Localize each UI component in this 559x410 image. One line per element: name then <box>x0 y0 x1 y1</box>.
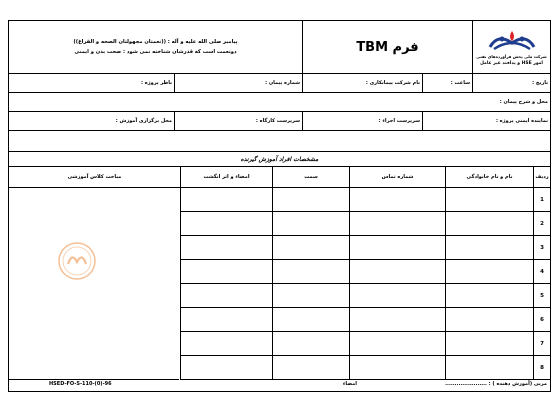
name-cell[interactable] <box>445 332 533 356</box>
signature-cell[interactable] <box>180 284 272 308</box>
row-number: 4 <box>533 260 550 284</box>
exec-head-field[interactable]: سرپرست اجراء : <box>302 112 422 130</box>
phone-cell[interactable] <box>349 212 445 236</box>
phone-cell[interactable] <box>349 332 445 356</box>
form-title: فرم TBM <box>302 21 472 73</box>
signature-cell[interactable] <box>180 308 272 332</box>
phone-cell[interactable] <box>349 260 445 284</box>
name-cell[interactable] <box>445 284 533 308</box>
workshop-head-field[interactable]: سرپرست کارگاه : <box>174 112 302 130</box>
signature-cell[interactable] <box>180 332 272 356</box>
safety-rep-field[interactable]: نماینده ایمنی پروژه : <box>422 112 550 130</box>
hadith-line-1: پیامبر صلی الله علیه و آله : ((نعمتان مجهولتان الصحه و الفراغ)) <box>73 39 238 45</box>
row-number: 1 <box>533 188 550 212</box>
row-number: 7 <box>533 332 550 356</box>
col-name: نام و نام خانوادگی <box>445 167 533 187</box>
col-phone: شماره تماس <box>349 167 445 187</box>
col-no: ردیف <box>533 167 550 187</box>
row-number: 3 <box>533 236 550 260</box>
watermark-logo-icon <box>56 240 98 282</box>
info-row-3 <box>9 112 550 131</box>
position-cell[interactable] <box>272 284 349 308</box>
project-supervisor-field[interactable]: ناظر پروژه : <box>141 80 172 86</box>
phone-cell[interactable] <box>349 308 445 332</box>
time-field[interactable]: ساعت : <box>422 74 472 92</box>
row-number: 8 <box>533 356 550 380</box>
table-row <box>9 212 550 236</box>
position-cell[interactable] <box>272 332 349 356</box>
name-cell[interactable] <box>445 356 533 380</box>
trainer-signature-label: امضاء <box>342 381 357 387</box>
logo-caption: شرکت ملی پخش فرآورده‌های نفتی <box>476 53 547 59</box>
position-cell[interactable] <box>272 260 349 284</box>
info-row-2 <box>9 93 550 112</box>
date-field[interactable]: تاریخ : <box>472 74 550 92</box>
name-cell[interactable] <box>445 308 533 332</box>
name-cell[interactable] <box>445 236 533 260</box>
name-cell[interactable] <box>445 212 533 236</box>
section-title: مشخصات افراد آموزش گیرنده <box>9 152 550 167</box>
col-signature: امضاء و اثر انگشت <box>180 167 272 187</box>
name-cell[interactable] <box>445 260 533 284</box>
contractor-field[interactable]: نام شرکت پیمانکاری : <box>302 74 422 92</box>
contract-number-field[interactable]: شماره پیمان : <box>174 74 302 92</box>
name-cell[interactable] <box>445 188 533 212</box>
position-cell[interactable] <box>272 236 349 260</box>
department-name: امور HSE و پدافند غیر عامل <box>480 60 543 66</box>
position-cell[interactable] <box>272 212 349 236</box>
position-cell[interactable] <box>272 188 349 212</box>
position-cell[interactable] <box>272 356 349 380</box>
tbm-form <box>8 20 551 392</box>
training-place-field[interactable]: محل برگزاری آموزش : <box>115 118 172 124</box>
table-row <box>9 188 550 212</box>
phone-cell[interactable] <box>349 284 445 308</box>
signature-cell[interactable] <box>180 260 272 284</box>
form-code: HSED-FO-S-110-(0)-96 <box>49 381 112 387</box>
company-logo-icon <box>484 29 540 53</box>
table-row <box>9 332 550 356</box>
phone-cell[interactable] <box>349 188 445 212</box>
signature-cell[interactable] <box>180 188 272 212</box>
info-row-4 <box>9 131 550 152</box>
logo-block <box>472 21 550 73</box>
participants-table <box>9 188 550 380</box>
position-cell[interactable] <box>272 308 349 332</box>
info-row-1 <box>9 74 550 93</box>
table-row <box>9 308 550 332</box>
signature-cell[interactable] <box>180 356 272 380</box>
hadith-block <box>9 21 302 73</box>
col-position: سمت <box>272 167 349 187</box>
trainer-field[interactable]: مربی (آموزش دهنده ) : ...................... <box>445 381 547 387</box>
row-number: 6 <box>533 308 550 332</box>
row-number: 2 <box>533 212 550 236</box>
table-header <box>9 167 550 188</box>
table-row <box>9 356 550 380</box>
signature-cell[interactable] <box>180 212 272 236</box>
signature-cell[interactable] <box>180 236 272 260</box>
contract-location-field[interactable]: محل و شرح پیمان : <box>499 99 548 105</box>
col-topics: مباحث کلاس آموزشی <box>67 174 122 180</box>
row-number: 5 <box>533 284 550 308</box>
phone-cell[interactable] <box>349 356 445 380</box>
hadith-line-2: دونعمت است که قدرشان شناخته نمی شود : صحت بدن و ایمنی <box>74 49 237 55</box>
form-header <box>9 21 550 74</box>
form-footer <box>9 378 550 391</box>
phone-cell[interactable] <box>349 236 445 260</box>
table-row <box>9 284 550 308</box>
